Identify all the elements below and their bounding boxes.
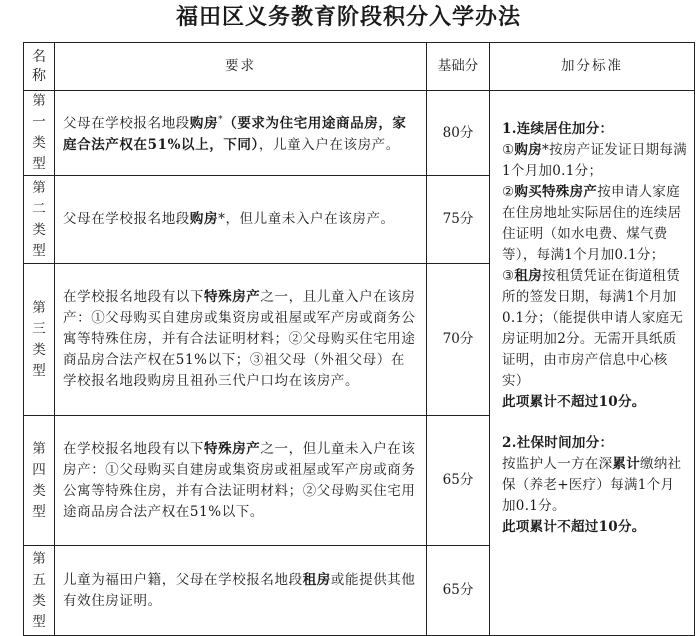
row-requirement: 在学校报名地段有以下特殊房产之一，但儿童未入户在该房产：①父母购买自建房或集资房或祖屋或军产房或商务公寓等特殊住房，并有合法证明材料；②父母购买住宅用途商品房合法产权在51%以下。	[55, 416, 427, 546]
row-requirement: 儿童为福田户籍，父母在学校报名地段租房或能提供其他有效住房证明。	[55, 546, 427, 636]
header-bonus-standard: 加分标准	[490, 43, 695, 91]
row-base-score: 70分	[427, 264, 490, 416]
header-name: 名称	[24, 43, 55, 91]
bonus-standard-cell	[490, 91, 695, 636]
table-row	[24, 91, 695, 176]
page-title: 福田区义务教育阶段积分入学办法	[175, 5, 521, 30]
row-base-score: 80分	[427, 91, 490, 176]
bonus-section-2-title: 2.社保时间加分：	[502, 435, 614, 451]
row-name: 第四类型	[24, 416, 55, 546]
row-requirement: 父母在学校报名地段购房*，但儿童未入户在该房产。	[55, 176, 427, 264]
bonus-item: ③租房按租赁凭证在街道租赁所的签发日期，每满1个月加0.1分；（能提供申请人家庭无房证明加2分。无需开具纸质证明，由市房产信息中心核实）	[502, 268, 684, 389]
bonus-section-2-cap: 此项累计不超过10分。	[502, 519, 646, 535]
header-base-score: 基础分	[427, 43, 490, 91]
row-base-score: 75分	[427, 176, 490, 264]
row-base-score: 65分	[427, 546, 490, 636]
bonus-item: 按监护人一方在深累计缴纳社保（养老+医疗）每满1个月加0.1分。	[502, 456, 682, 514]
row-name: 第五类型	[24, 546, 55, 636]
admission-table	[23, 42, 695, 636]
bonus-section-1-cap: 此项累计不超过10分。	[502, 394, 646, 410]
row-name: 第二类型	[24, 176, 55, 264]
header-requirement: 要求	[55, 43, 427, 91]
row-base-score: 65分	[427, 416, 490, 546]
bonus-section-1-title: 1.连续居住加分：	[502, 121, 614, 137]
row-requirement: 在学校报名地段有以下特殊房产之一，且儿童入户在该房产：①父母购买自建房或集资房或祖屋或军产房或商务公寓等特殊住房，并有合法证明材料；②父母购买住宅用途商品房合法产权在51%以下；③祖父母（外祖父母）在学校报名地段购房且祖孙三代户口均在该房产。	[55, 264, 427, 416]
bonus-item: ②购买特殊房产按申请人家庭在住房地址实际居住的连续居住证明（如水电费、煤气费等），每满1个月加0.1分；	[502, 184, 682, 263]
row-name: 第一类型	[24, 91, 55, 176]
table-header-row	[24, 43, 695, 91]
row-name: 第三类型	[24, 264, 55, 416]
bonus-item: ①购房*按房产证发证日期每满1个月加0.1分；	[502, 142, 688, 179]
row-requirement: 父母在学校报名地段购房*（要求为住宅用途商品房，家庭合法产权在51%以上，下同），儿童入户在该房产。	[55, 91, 427, 176]
